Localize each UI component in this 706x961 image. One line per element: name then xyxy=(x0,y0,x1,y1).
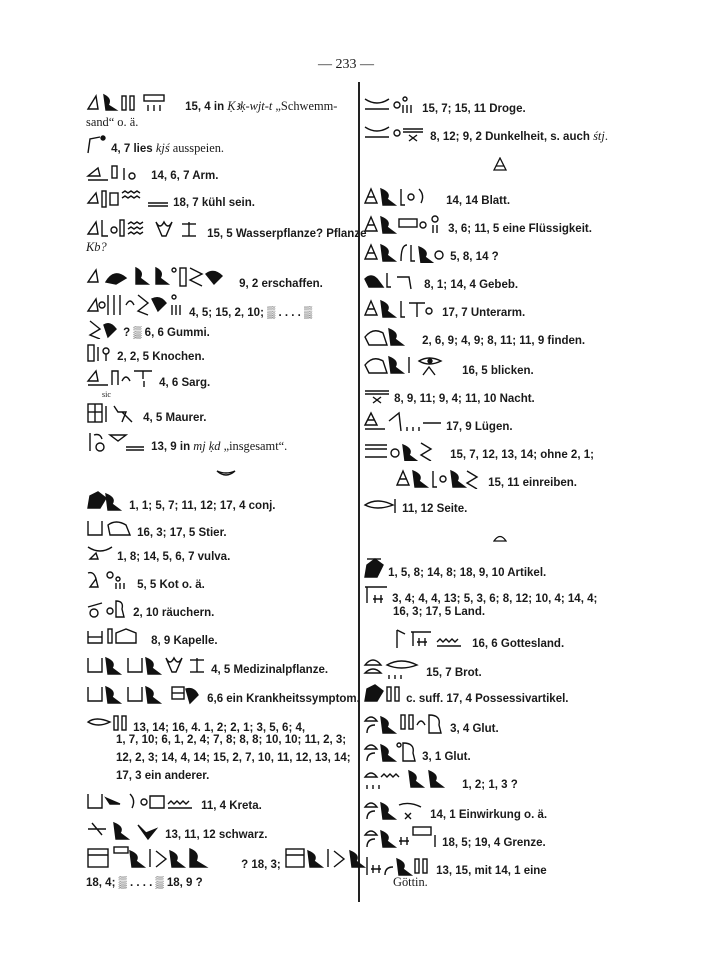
hieroglyph-goose-icon xyxy=(363,269,421,291)
list-item: 17, 9 Lügen. xyxy=(363,411,513,434)
hieroglyph-night-icon xyxy=(363,385,391,405)
list-item: 13, 11, 12 schwarz. xyxy=(86,819,267,842)
hieroglyph-resin-icon xyxy=(86,319,120,339)
list-item: 8, 9, 11; 9, 4; 11, 10 Nacht. xyxy=(363,385,535,406)
list-item: 2, 10 räuchern. xyxy=(86,597,214,620)
list-item: 16, 5 blicken. xyxy=(363,353,534,378)
list-item: Göttin. xyxy=(393,875,428,889)
hieroglyph-glow-icon xyxy=(363,711,447,735)
hieroglyph-unknown-icon xyxy=(363,241,447,263)
hieroglyph-forearm-icon xyxy=(363,297,439,319)
list-item: 14, 6, 7 Arm. xyxy=(86,164,218,183)
list-item: Kb? xyxy=(86,240,107,254)
list-item: 16, 6 Gottesland. xyxy=(393,628,564,651)
hieroglyph-group4-icon xyxy=(363,767,459,791)
list-item: 4, 7 lies kjś ausspeien. xyxy=(86,135,224,156)
list-item: 15, 7; 15, 11 Droge. xyxy=(363,93,526,116)
hieroglyph-article-icon xyxy=(363,555,385,579)
pool-sign-icon xyxy=(493,157,507,171)
list-item: 3, 6; 11, 5 eine Flüssigkeit. xyxy=(363,213,592,236)
hieroglyph-goddess-icon xyxy=(363,853,433,877)
hieroglyph-possessive-icon xyxy=(363,683,403,705)
hieroglyph-drug-icon xyxy=(363,93,419,115)
list-item: sand“ o. ä. xyxy=(86,115,139,129)
hieroglyph-eye-icon xyxy=(363,353,459,377)
hieroglyph-arm-icon xyxy=(86,164,148,182)
hieroglyph-symptom-icon xyxy=(86,683,204,705)
list-item: 5, 5 Kot o. ä. xyxy=(86,569,205,592)
list-item: 3, 4 Glut. xyxy=(363,711,499,736)
list-item: 3, 4; 4, 4, 13; 5, 3, 6; 8, 12; 10, 4; 14, 4; xyxy=(363,583,597,606)
hieroglyph-lies-icon xyxy=(363,411,443,433)
list-item: 4, 6 Sarg. xyxy=(86,367,210,390)
hieroglyph-darkness-icon xyxy=(363,121,427,143)
hieroglyph-water-icon xyxy=(86,189,170,209)
hieroglyph-rub-icon xyxy=(395,467,485,489)
hieroglyph-other-icon xyxy=(86,712,130,734)
section-sign-s xyxy=(493,157,507,175)
sic-note: sic xyxy=(102,390,111,399)
hieroglyph-crete-icon xyxy=(86,790,198,812)
mouth-sign-icon xyxy=(216,469,236,479)
list-item: 15, 5 Wasserpflanze? Pflanze xyxy=(86,218,366,241)
list-item: 2, 2, 5 Knochen. xyxy=(86,343,205,364)
list-item: 1, 2; 1, 3 ? xyxy=(363,767,518,792)
hieroglyph-without-icon xyxy=(363,439,447,461)
list-item: 1, 7, 10; 6, 1, 2, 4; 7, 8; 8, 8; 10, 10; 11, 2, 3; xyxy=(116,734,347,746)
hieroglyph-bread-icon xyxy=(363,655,423,679)
hieroglyph-find-icon xyxy=(363,325,419,347)
column-divider xyxy=(358,82,360,902)
list-item: 8, 12; 9, 2 Dunkelheit, s. auch śtj. xyxy=(363,121,608,144)
list-item: 4, 5; 15, 2, 10; ▒ . . . . ▒ xyxy=(86,291,312,320)
list-item: ? ▒ 6, 6 Gummi. xyxy=(86,319,210,340)
list-item: 4, 5 Medizinalpflanze. xyxy=(86,654,328,677)
hieroglyph-glow2-icon xyxy=(363,739,419,763)
hieroglyph-dung-icon xyxy=(86,569,134,591)
list-item: 13, 15, mit 14, 1 eine xyxy=(363,853,547,878)
hieroglyph-side-icon xyxy=(363,495,399,515)
list-item: 18, 7 kühl sein. xyxy=(86,189,255,210)
list-item: 8, 1; 14, 4 Gebeb. xyxy=(363,269,518,292)
list-item: 15, 11 einreiben. xyxy=(395,467,577,490)
hieroglyph-coffin-icon xyxy=(86,367,156,389)
list-item: 11, 12 Seite. xyxy=(363,495,467,516)
hieroglyph-influence-icon xyxy=(363,797,427,821)
list-item: 1, 8; 14, 5, 6, 7 vulva. xyxy=(86,543,230,564)
list-item: 17, 3 ein anderer. xyxy=(116,770,210,782)
list-item: 8, 9 Kapelle. xyxy=(86,625,218,648)
hieroglyph-medicinal-icon xyxy=(86,654,208,676)
hieroglyph-create-icon xyxy=(86,264,236,290)
list-item: 1, 1; 5, 7; 11, 12; 17, 4 conj. xyxy=(86,490,276,513)
list-item: 15, 7 Brot. xyxy=(363,655,482,680)
hieroglyph-incense-icon xyxy=(86,597,130,619)
list-item: 9, 2 erschaffen. xyxy=(86,264,323,291)
hieroglyph-group3-icon xyxy=(284,845,372,871)
hieroglyph-gum-icon xyxy=(86,291,186,319)
list-item: 13, 9 in mj ḳd „insgesamt“. xyxy=(86,431,287,454)
list-item: 14, 1 Einwirkung o. ä. xyxy=(363,797,547,822)
list-item: 12, 2, 3; 14, 4, 14; 15, 2, 7, 10, 11, 12, 13, 14; xyxy=(116,752,351,764)
hieroglyph-group-icon xyxy=(86,93,182,113)
hieroglyph-leaf-icon xyxy=(363,185,443,207)
hieroglyph-bone-icon xyxy=(86,343,114,363)
list-item: 16, 3; 17, 5 Stier. xyxy=(86,517,227,540)
list-item: 14, 14 Blatt. xyxy=(363,185,510,208)
hieroglyph-bull-icon xyxy=(86,517,134,539)
list-item: 15, 4 in Ḳꜣḳ-wjt-t „Schwemm- xyxy=(86,93,337,114)
section-sign-r xyxy=(216,468,236,483)
page-number: — 233 — xyxy=(318,57,374,72)
list-item: 2, 6, 9; 4, 9; 8, 11; 11, 9 finden. xyxy=(363,325,585,348)
hieroglyph-mouth-icon xyxy=(86,135,108,155)
list-item: 18, 4; ▒ . . . . ▒ 18, 9 ? xyxy=(86,877,203,889)
list-item: 18, 5; 19, 4 Grenze. xyxy=(363,825,546,850)
list-item: 11, 4 Kreta. xyxy=(86,790,262,813)
list-item: 5, 8, 14 ? xyxy=(363,241,499,264)
section-sign-t xyxy=(493,531,507,546)
list-item: 6,6 ein Krankheitssymptom. xyxy=(86,683,360,706)
list-item: 16, 3; 17, 5 Land. xyxy=(393,606,486,618)
hieroglyph-border-icon xyxy=(363,825,439,849)
hieroglyph-conj-icon xyxy=(86,490,126,512)
list-item: ? 18, 3; xyxy=(86,845,372,872)
hieroglyph-liquid-icon xyxy=(363,213,445,235)
list-item: 13, 14; 16, 4. 1, 2; 2, 1; 3, 5, 6; 4, xyxy=(86,712,305,735)
list-item: 3, 1 Glut. xyxy=(363,739,471,764)
hieroglyph-godsland-icon xyxy=(393,628,469,650)
hieroglyph-mason-icon xyxy=(86,402,140,424)
list-item: 15, 7, 12, 13, 14; ohne 2, 1; xyxy=(363,439,594,462)
hieroglyph-land-icon xyxy=(363,583,389,605)
hieroglyph-all-icon xyxy=(86,431,148,453)
hieroglyph-black-icon xyxy=(86,819,162,841)
list-item: c. suff. 17, 4 Possessivartikel. xyxy=(363,683,568,706)
list-item: 4, 5 Maurer. xyxy=(86,402,206,425)
hieroglyph-shrine-icon xyxy=(86,625,148,647)
list-item: 1, 5, 8; 14, 8; 18, 9, 10 Artikel. xyxy=(363,555,546,580)
hieroglyph-vulva-icon xyxy=(86,543,114,563)
bread-sign-icon xyxy=(493,532,507,542)
hieroglyph-plant-icon xyxy=(86,218,204,240)
hieroglyph-group2-icon xyxy=(86,845,238,871)
list-item: 17, 7 Unterarm. xyxy=(363,297,525,320)
